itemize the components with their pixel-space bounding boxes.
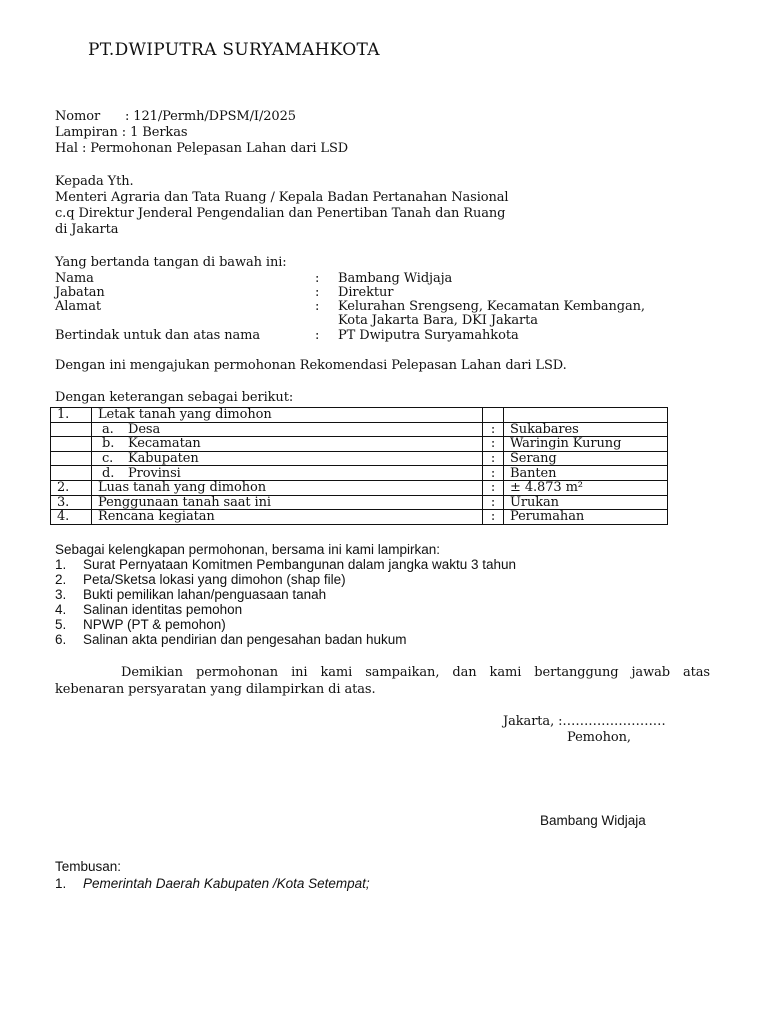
list-number: 5. <box>55 617 67 632</box>
table-row <box>51 437 668 452</box>
item-letter: a. <box>102 422 114 437</box>
signatory-label: Bertindak untuk dan atas nama <box>55 328 261 343</box>
table-row <box>51 408 668 423</box>
signatory-row-position <box>55 285 715 300</box>
signatory-label: Jabatan <box>55 285 105 300</box>
nomor-value: : 121/Permh/DPSM/I/2025 <box>125 109 296 124</box>
table-cell-no: 3. <box>51 495 92 510</box>
list-text: NPWP (PT & pemohon) <box>83 617 226 632</box>
signatory-row-address-2 <box>55 313 715 328</box>
list-number: 1. <box>55 876 67 891</box>
table-cell-item <box>92 510 483 525</box>
table-row <box>51 495 668 510</box>
table-cell-no <box>51 422 92 437</box>
table-cell-no: 1. <box>51 408 92 423</box>
signatory-row-name <box>55 271 715 286</box>
list-text: Pemerintah Daerah Kabupaten /Kota Setempat; <box>83 876 370 891</box>
cc-title: Tembusan: <box>55 859 122 874</box>
table-cell-value: Banten <box>504 466 668 481</box>
item-label: Desa <box>128 422 161 437</box>
table-cell-item <box>92 495 483 510</box>
signatory-colon: : <box>315 299 320 314</box>
table-cell-colon: : <box>483 466 504 481</box>
table-row <box>51 510 668 525</box>
table-cell-no <box>51 451 92 466</box>
recipient-line-1: Menteri Agraria dan Tata Ruang / Kepala Badan Pertanahan Nasional <box>55 190 509 205</box>
item-label: Letak tanah yang dimohon <box>98 407 272 423</box>
table-cell-no <box>51 437 92 452</box>
nomor-line <box>55 109 296 124</box>
recipient-greeting: Kepada Yth. <box>55 174 134 189</box>
signatory-value: Bambang Widjaja <box>338 271 453 286</box>
list-number: 1. <box>55 557 67 572</box>
table-cell-value: ± 4.873 m² <box>504 480 668 495</box>
table-cell-item <box>92 451 483 466</box>
table-cell-colon: : <box>483 437 504 452</box>
signatory-value: Kelurahan Srengseng, Kecamatan Kembangan, <box>338 299 645 314</box>
closing-paragraph <box>55 665 710 697</box>
table-cell-value: Serang <box>504 451 668 466</box>
lampiran-line: Lampiran : 1 Berkas <box>55 125 188 140</box>
signatory-value: Direktur <box>338 285 394 300</box>
table-row <box>51 451 668 466</box>
table-cell-colon <box>483 408 504 423</box>
table-cell-item <box>92 466 483 481</box>
land-info-table <box>50 407 668 525</box>
company-name: PT.DWIPUTRA SURYAMAHKOTA <box>88 40 380 60</box>
item-label: Kabupaten <box>128 451 199 466</box>
recipient-line-3: di Jakarta <box>55 222 119 237</box>
item-label: Luas tanah yang dimohon <box>98 480 266 496</box>
place-date: Jakarta, :…………………… <box>503 714 666 729</box>
attachments-intro: Sebagai kelengkapan permohonan, bersama ini kami lampirkan: <box>55 542 440 557</box>
table-cell-value: Urukan <box>504 495 668 510</box>
table-cell-colon: : <box>483 510 504 525</box>
item-letter: d. <box>102 465 115 481</box>
list-number: 4. <box>55 602 67 617</box>
recipient-block <box>55 174 508 238</box>
signatory-intro: Yang bertanda tangan di bawah ini: <box>55 255 287 270</box>
list-text: Bukti pemilikan lahan/penguasaan tanah <box>83 587 327 602</box>
signatory-colon: : <box>315 285 320 300</box>
table-cell-item <box>92 422 483 437</box>
item-label: Kecamatan <box>128 436 201 452</box>
nomor-label: Nomor <box>55 109 101 124</box>
signatory-label: Nama <box>55 271 94 286</box>
item-letter: b. <box>102 436 115 452</box>
table-cell-value <box>504 408 668 423</box>
list-number: 2. <box>55 572 67 587</box>
table-row <box>51 466 668 481</box>
table-cell-item <box>92 408 483 423</box>
table-intro: Dengan keterangan sebagai berikut: <box>55 390 294 405</box>
table-cell-value: Waringin Kurung <box>504 437 668 452</box>
list-text: Salinan identitas pemohon <box>83 602 243 617</box>
item-letter: c. <box>102 451 114 466</box>
recipient-line-2: c.q Direktur Jenderal Pengendalian dan Penertiban Tanah dan Ruang <box>55 206 506 221</box>
table-row <box>51 480 668 495</box>
request-line: Dengan ini mengajukan permohonan Rekomendasi Pelepasan Lahan dari LSD. <box>55 358 567 373</box>
table-cell-no: 2. <box>51 480 92 495</box>
list-text: Surat Pernyataan Komitmen Pembangunan dalam jangka waktu 3 tahun <box>83 557 517 572</box>
list-text: Salinan akta pendirian dan pengesahan badan hukum <box>83 632 407 647</box>
signer-role: Pemohon, <box>567 730 631 745</box>
table-cell-colon: : <box>483 480 504 495</box>
list-text: Peta/Sketsa lokasi yang dimohon (shap file) <box>83 572 346 587</box>
signatory-label: Alamat <box>55 299 101 314</box>
table-cell-colon: : <box>483 451 504 466</box>
table-cell-no: 4. <box>51 510 92 525</box>
closing-line-1: Demikian permohonan ini kami sampaikan, dan kami bertanggung jawab atas <box>121 665 710 680</box>
signatory-row-on-behalf <box>55 328 715 343</box>
table-cell-value: Sukabares <box>504 422 668 437</box>
table-cell-item <box>92 437 483 452</box>
table-row <box>51 422 668 437</box>
signer-name: Bambang Widjaja <box>540 813 646 828</box>
signatory-value: Kota Jakarta Bara, DKI Jakarta <box>338 313 538 328</box>
hal-line: Hal : Permohonan Pelepasan Lahan dari LSD <box>55 141 349 156</box>
list-number: 3. <box>55 587 67 602</box>
list-number: 6. <box>55 632 67 647</box>
item-label: Rencana kegiatan <box>98 509 215 525</box>
signatory-colon: : <box>315 328 320 343</box>
item-label: Penggunaan tanah saat ini <box>98 495 271 510</box>
table-cell-item <box>92 480 483 495</box>
table-cell-no <box>51 466 92 481</box>
closing-line-2: kebenaran persyaratan yang dilampirkan di atas. <box>55 682 376 697</box>
signatory-row-address <box>55 299 715 314</box>
signatory-colon: : <box>315 271 320 286</box>
signatory-value: PT Dwiputra Suryamahkota <box>338 328 519 343</box>
item-label: Provinsi <box>128 465 181 481</box>
table-cell-colon: : <box>483 495 504 510</box>
table-cell-colon: : <box>483 422 504 437</box>
table-cell-value: Perumahan <box>504 510 668 525</box>
